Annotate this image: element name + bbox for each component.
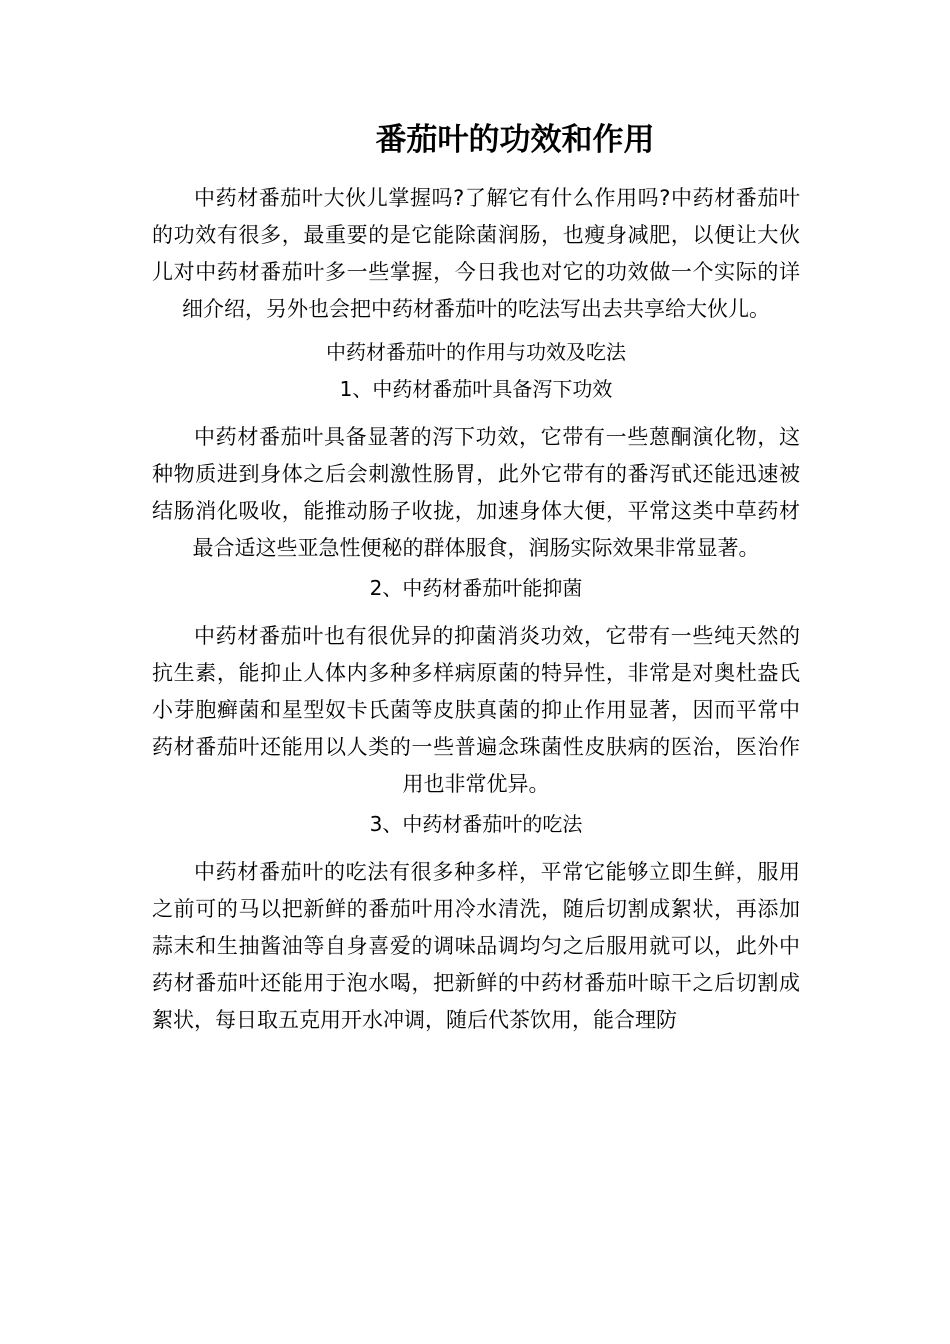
subheading: 中药材番茄叶的作用与功效及吃法 (326, 340, 626, 364)
page-title: 番茄叶的功效和作用 (375, 122, 655, 158)
section-body-1: 中药材番茄叶具备显著的泻下功效，它带有一些蒽酮演化物，这种物质进到身体之后会刺激性肠胃，此外它带有的番泻甙还能迅速被结肠消化吸收，能推动肠子收拢，加速身体大便，平常这类中草药材最合适这些亚急性便秘的群体服食，润肠实际效果非常显著。 (152, 425, 800, 560)
section-body-2: 中药材番茄叶也有很优异的抑菌消炎功效，它带有一些纯天然的抗生素，能抑止人体内多种多样病原菌的特异性，非常是对奥杜盎氏小芽胞癣菌和星型奴卡氏菌等皮肤真菌的抑止作用显著，因而平常中药材番茄叶还能用以人类的一些普遍念珠菌性皮肤病的医治，医治作用也非常优异。 (152, 624, 800, 796)
section-body-3: 中药材番茄叶的吃法有很多种多样，平常它能够立即生鲜，服用之前可的马以把新鲜的番茄叶用冷水清洗，随后切割成絮状，再添加蒜末和生抽酱油等自身喜爱的调味品调均匀之后服用就可以，此外中药材番茄叶还能用于泡水喝，把新鲜的中药材番茄叶晾干之后切割成絮状，每日取五克用开水冲调，随后代茶饮用，能合理防 (152, 860, 800, 1032)
document-page (152, 110, 800, 1045)
section-heading-1: 1、中药材番茄叶具备泻下功效 (339, 377, 613, 401)
section-heading-2: 2、中药材番茄叶能抑菌 (369, 576, 583, 600)
intro-paragraph: 中药材番茄叶大伙儿掌握吗?了解它有什么作用吗?中药材番茄叶的功效有很多，最重要的是它能除菌润肠，也瘦身减肥，以便让大伙儿对中药材番茄叶多一些掌握，今日我也对它的功效做一个实际的详细介绍，另外也会把中药材番茄叶的吃法写出去共享给大伙儿。 (152, 186, 800, 321)
section-heading-3: 3、中药材番茄叶的吃法 (369, 812, 583, 836)
